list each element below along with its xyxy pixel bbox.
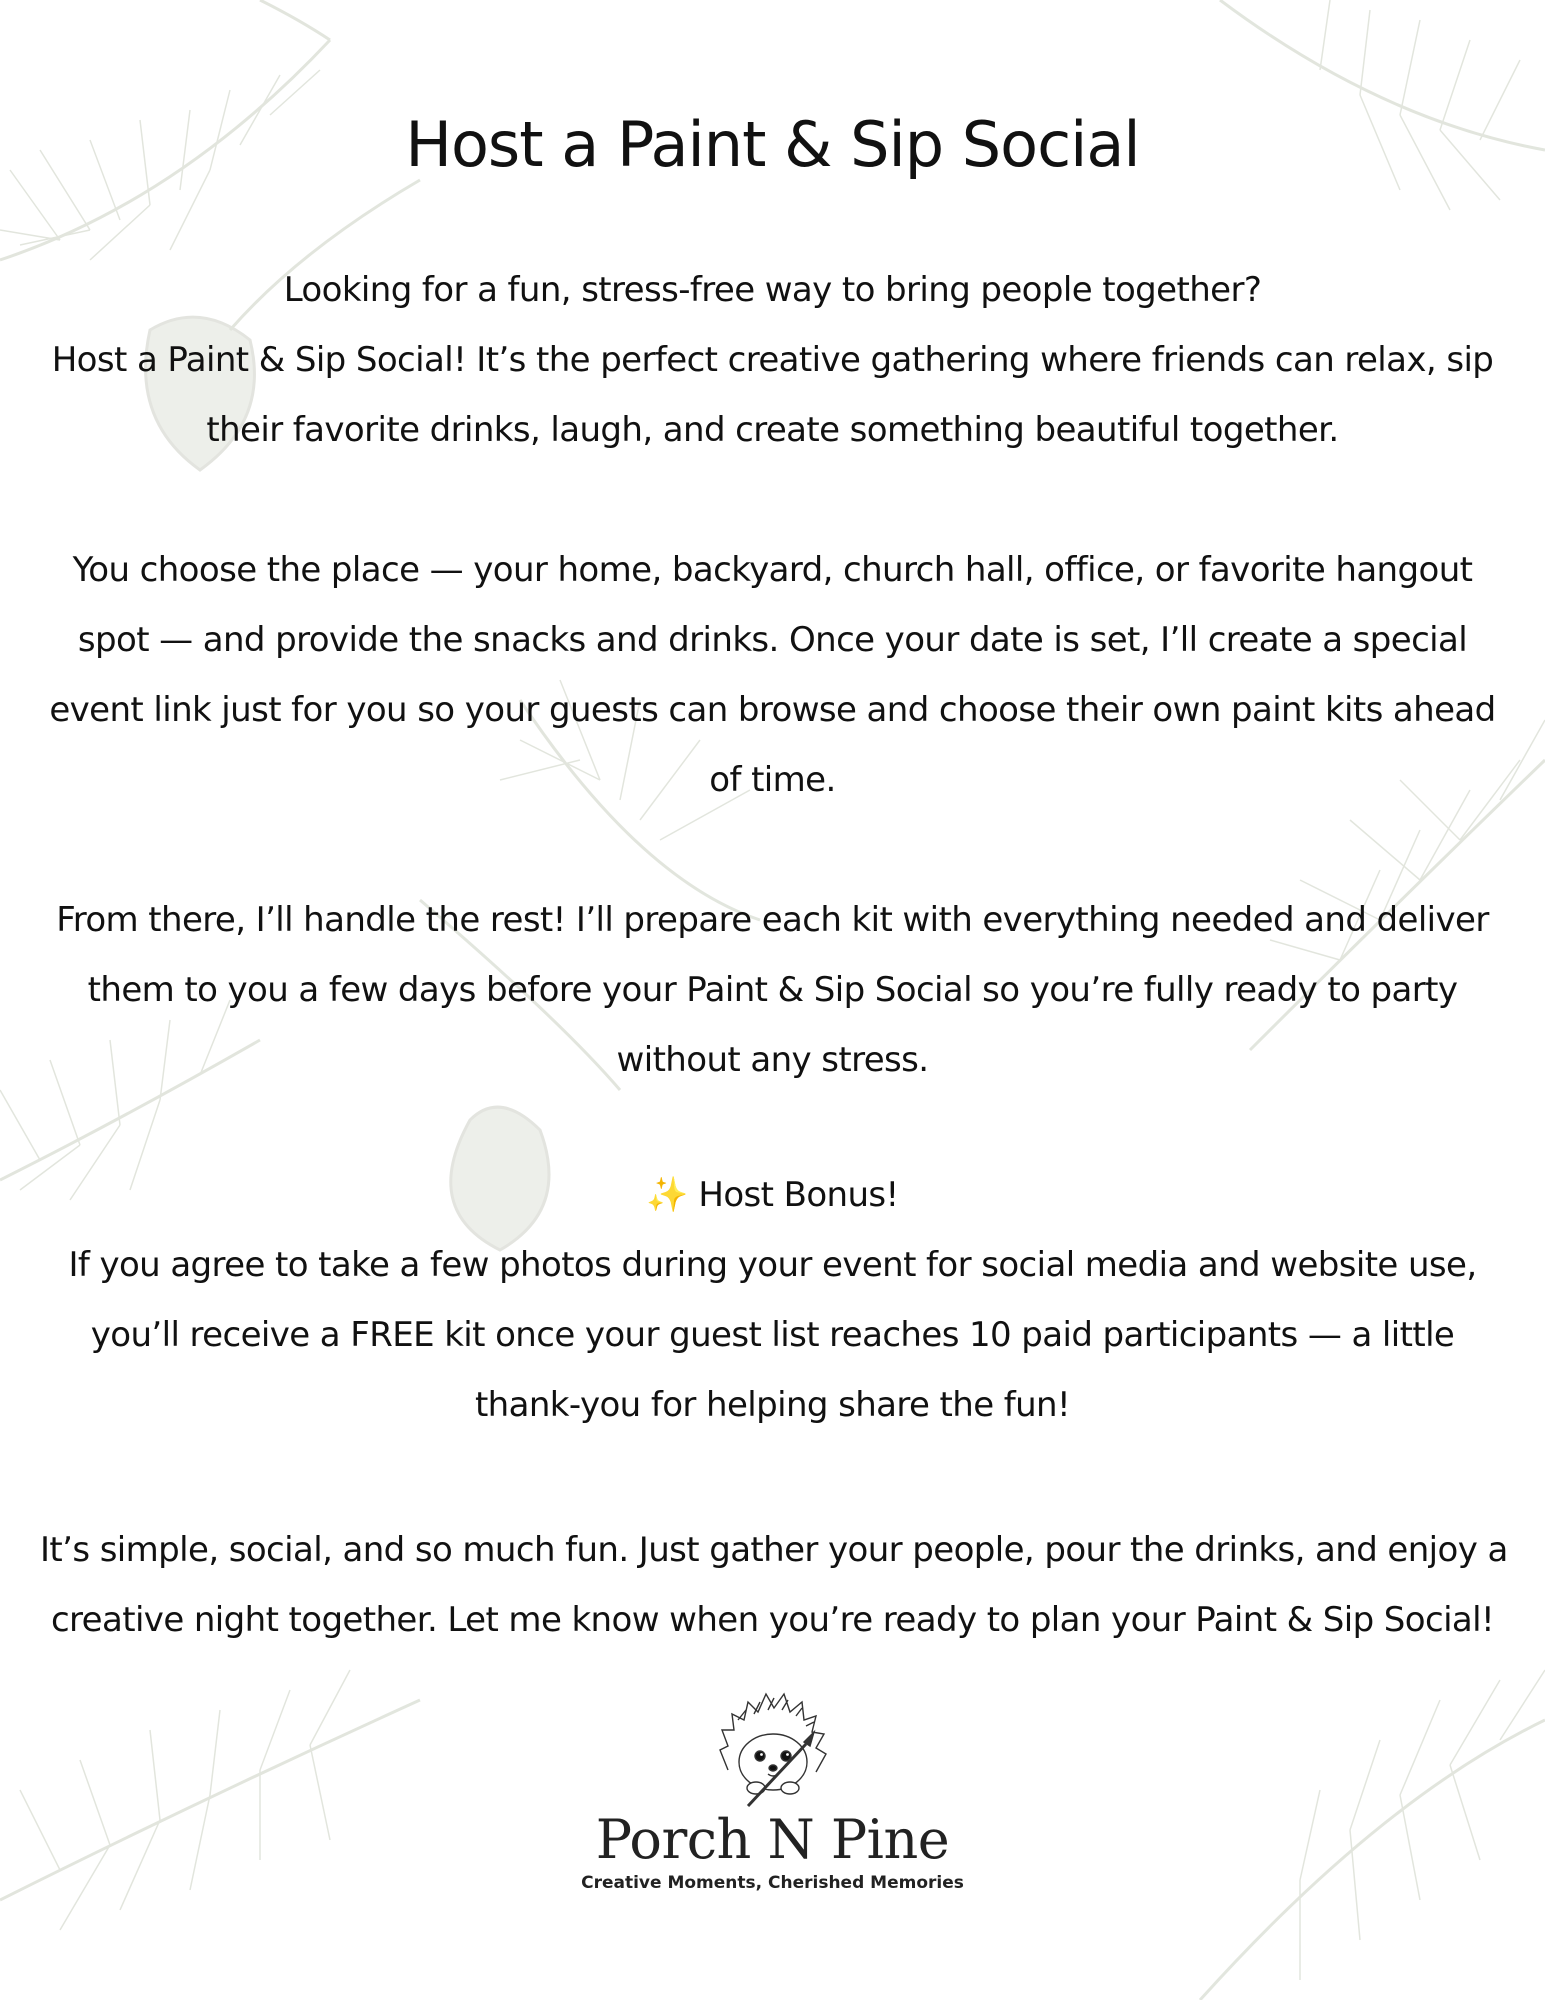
host-bonus-heading: Host Bonus! (698, 1175, 899, 1215)
place-line-4: of time. (709, 760, 836, 800)
closing-line-1: It’s simple, social, and so much fun. Just gather your people, pour the drinks, and enjoy a (40, 1530, 1508, 1570)
place-line-1: You choose the place — your home, backyard, church hall, office, or favorite hangout (72, 550, 1473, 590)
handle-line-2: them to you a few days before your Paint & Sip Social so you’re fully ready to party (87, 970, 1458, 1010)
handle-line-1: From there, I’ll handle the rest! I’ll prepare each kit with everything needed and deliver (56, 900, 1489, 940)
place-line-2: spot — and provide the snacks and drinks. Once your date is set, I’ll create a special (77, 620, 1468, 660)
place-paragraph (40, 535, 1505, 815)
host-bonus-paragraph (40, 1160, 1505, 1440)
sparkles-icon: ✨ (646, 1175, 689, 1215)
closing-line-2: creative night together. Let me know when you’re ready to plan your Paint & Sip Social! (50, 1600, 1495, 1640)
closing-paragraph (40, 1515, 1508, 1655)
brand-logo (0, 1680, 1545, 1814)
hedgehog-painter-icon (698, 1680, 848, 1810)
bonus-line-2: you’ll receive a FREE kit once your guest list reaches 10 paid participants — a little (90, 1315, 1455, 1355)
intro-line-1: Looking for a fun, stress-free way to bring people together? (283, 270, 1262, 310)
place-line-3: event link just for you so your guests can browse and choose their own paint kits ahead (49, 690, 1496, 730)
page-title: Host a Paint & Sip Social (405, 108, 1140, 181)
brand-name: Porch N Pine (595, 1808, 950, 1871)
bonus-line-3: thank-you for helping share the fun! (474, 1385, 1071, 1425)
intro-line-2: Host a Paint & Sip Social! It’s the perfect creative gathering where friends can relax, sip (51, 340, 1494, 380)
brand-tagline: Creative Moments, Cherished Memories (581, 1873, 964, 1893)
intro-paragraph (40, 255, 1505, 465)
handle-paragraph (40, 885, 1505, 1095)
host-bonus-heading-line (40, 1160, 1505, 1230)
handle-line-3: without any stress. (616, 1040, 929, 1080)
bonus-line-1: If you agree to take a few photos during your event for social media and website use, (68, 1245, 1477, 1285)
intro-line-3: their favorite drinks, laugh, and create something beautiful together. (206, 410, 1339, 450)
